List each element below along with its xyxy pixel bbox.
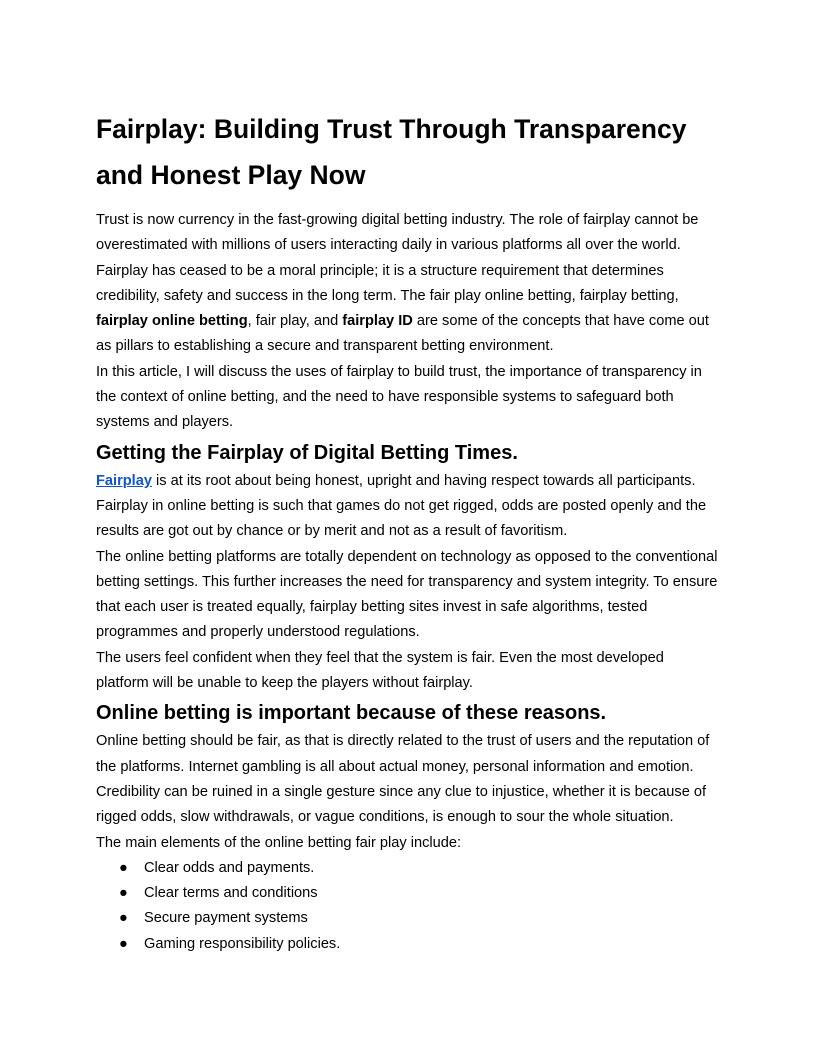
section-1-heading: Getting the Fairplay of Digital Betting Times. bbox=[96, 441, 518, 464]
section-2-paragraph-2: The main elements of the online betting fair play include: bbox=[96, 834, 462, 851]
bullet-icon: ● bbox=[119, 885, 128, 902]
section-2-paragraph-1: Online betting should be fair, as that is directly related to the trust of users and the reputation of the platforms. Internet gambling is all about actual money, personal information and emotion. Credibility can be ruined in a single gesture since any clue to injustice, whether it is because of rigged odds, slow withdrawals, or vague conditions, is enough to sour the whole situation. bbox=[96, 733, 710, 826]
section-1-paragraph-2: The online betting platforms are totally dependent on technology as opposed to the conventional betting settings. This further increases the need for transparency and system integrity. To ensure that each user is treated equally, fairplay betting sites invest in safe algorithms, tested programmes and properly understood regulations. bbox=[96, 548, 718, 641]
intro-bold-1: fairplay online betting bbox=[96, 313, 248, 330]
intro-paragraph-2: In this article, I will discuss the uses of fairplay to build trust, the importance of transparency in the context of online betting, and the need to have responsible systems to safeguard both systems and players. bbox=[96, 363, 702, 431]
bullet-icon: ● bbox=[119, 910, 128, 927]
section-1-paragraph-3: The users feel confident when they feel that the system is fair. Even the most developed platform will be unable to keep the players without fairplay. bbox=[96, 649, 664, 692]
bullet-list bbox=[96, 856, 720, 957]
list-item-text: Clear terms and conditions bbox=[144, 885, 318, 902]
section-2-heading: Online betting is important because of these reasons. bbox=[96, 702, 607, 725]
page-title: Fairplay: Building Trust Through Transparency and Honest Play Now bbox=[96, 114, 687, 190]
list-item bbox=[119, 906, 720, 931]
document-page bbox=[96, 106, 720, 957]
bullet-icon: ● bbox=[119, 935, 128, 952]
list-item-text: Secure payment systems bbox=[144, 910, 308, 927]
bullet-icon: ● bbox=[119, 859, 128, 876]
section-1-paragraph-1-text: is at its root about being honest, upright and having respect towards all participants. Fairplay in online betting is such that games do not get rigged, odds are posted openly and the results are got out by chance or by merit and not as a result of favoritism. bbox=[96, 472, 707, 540]
list-item bbox=[119, 881, 720, 906]
intro-paragraph-1 bbox=[96, 208, 720, 360]
section-1-paragraph-1 bbox=[96, 469, 720, 545]
intro-text-b: , fair play, and bbox=[247, 313, 343, 330]
list-item bbox=[119, 856, 720, 881]
intro-bold-2: fairplay ID bbox=[342, 313, 413, 330]
intro-text-c: are some of the concepts that have come out as pillars to establishing a secure and transparent betting environment. bbox=[96, 313, 709, 355]
list-item bbox=[119, 932, 720, 957]
intro-text-a: Trust is now currency in the fast-growing digital betting industry. The role of fairplay cannot be overestimated with millions of users interacting daily in various platforms all over the world. Fairplay has ceased to be a moral principle; it is a structure requirement that determines credibility, safety and success in the long term. The fair play online betting, fairplay betting, bbox=[96, 212, 699, 304]
list-item-text: Gaming responsibility policies. bbox=[144, 935, 341, 952]
list-item-text: Clear odds and payments. bbox=[144, 859, 315, 876]
fairplay-link[interactable]: Fairplay bbox=[96, 472, 152, 489]
